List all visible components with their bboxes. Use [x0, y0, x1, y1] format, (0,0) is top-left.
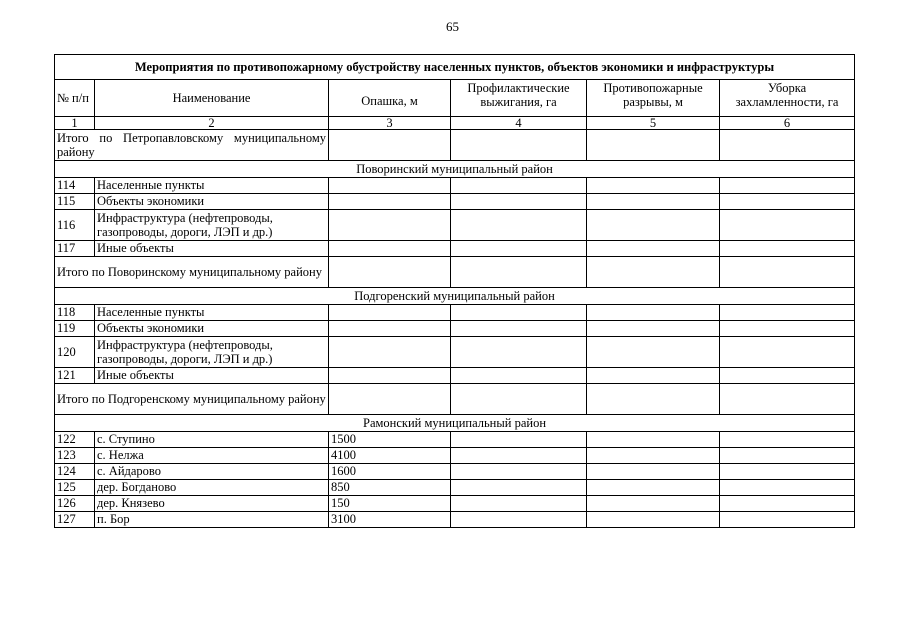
fire-safety-table	[54, 54, 855, 528]
row-number: 117	[55, 241, 95, 257]
row-number: 126	[55, 496, 95, 512]
total-row-podgorensky	[55, 384, 855, 415]
row-name: Инфраструктура (нефтепроводы, газопроводы, дороги, ЛЭП и др.)	[95, 210, 329, 241]
table-row	[55, 480, 855, 496]
header-name: Наименование	[95, 80, 329, 117]
plowing-value: 1500	[329, 432, 451, 448]
total-row-petropavlovsk	[55, 130, 855, 161]
column-index: 3	[329, 117, 451, 130]
header-firebreaks: Противопожарные разрывы, м	[587, 80, 720, 117]
table-row	[55, 210, 855, 241]
row-name: с. Айдарово	[95, 464, 329, 480]
row-number: 120	[55, 337, 95, 368]
section-heading-row	[55, 161, 855, 178]
table-row	[55, 448, 855, 464]
table-row	[55, 512, 855, 528]
plowing-value: 4100	[329, 448, 451, 464]
row-name: п. Бор	[95, 512, 329, 528]
header-row	[55, 80, 855, 117]
table-row	[55, 464, 855, 480]
header-clearing: Уборка захламленности, га	[720, 80, 855, 117]
row-number: 124	[55, 464, 95, 480]
row-name: с. Ступино	[95, 432, 329, 448]
column-index: 4	[451, 117, 587, 130]
row-name: Объекты экономики	[95, 194, 329, 210]
row-number: 123	[55, 448, 95, 464]
column-index: 1	[55, 117, 95, 130]
header-burning: Профилактические выжигания, га	[451, 80, 587, 117]
row-name: Населенные пункты	[95, 305, 329, 321]
row-number: 116	[55, 210, 95, 241]
row-number: 118	[55, 305, 95, 321]
column-index: 6	[720, 117, 855, 130]
table-row	[55, 241, 855, 257]
table-row	[55, 496, 855, 512]
row-number: 122	[55, 432, 95, 448]
row-name: дер. Князево	[95, 496, 329, 512]
header-num: № п/п	[55, 80, 95, 117]
section-heading-row	[55, 415, 855, 432]
table-row	[55, 194, 855, 210]
total-row-povorinsky	[55, 257, 855, 288]
table-row	[55, 337, 855, 368]
plowing-value: 850	[329, 480, 451, 496]
page-number: 65	[446, 19, 459, 34]
plowing-value: 1600	[329, 464, 451, 480]
table-row	[55, 321, 855, 337]
column-index: 5	[587, 117, 720, 130]
total-label: Итого по Подгоренскому муниципальному району	[55, 384, 329, 415]
row-name: Иные объекты	[95, 368, 329, 384]
row-name: Инфраструктура (нефтепроводы, газопроводы, дороги, ЛЭП и др.)	[95, 337, 329, 368]
table-row	[55, 432, 855, 448]
column-index: 2	[95, 117, 329, 130]
total-label: Итого по Поворинскому муниципальному району	[55, 257, 329, 288]
table-row	[55, 368, 855, 384]
row-number: 114	[55, 178, 95, 194]
row-number: 121	[55, 368, 95, 384]
row-name: Объекты экономики	[95, 321, 329, 337]
table-row	[55, 178, 855, 194]
section-heading: Поворинский муниципальный район	[55, 161, 855, 178]
table-row	[55, 305, 855, 321]
plowing-value: 150	[329, 496, 451, 512]
row-number: 115	[55, 194, 95, 210]
row-name: Населенные пункты	[95, 178, 329, 194]
plowing-value: 3100	[329, 512, 451, 528]
header-plowing: Опашка, м	[329, 80, 451, 117]
row-number: 125	[55, 480, 95, 496]
row-name: Иные объекты	[95, 241, 329, 257]
row-number: 127	[55, 512, 95, 528]
column-index-row	[55, 117, 855, 130]
section-heading-row	[55, 288, 855, 305]
row-name: дер. Богданово	[95, 480, 329, 496]
total-label: Итого по Петропавловскому муниципальному району	[55, 130, 329, 161]
table-title: Мероприятия по противопожарному обустройству населенных пунктов, объектов экономики и инфраструктуры	[55, 55, 855, 80]
section-heading: Рамонский муниципальный район	[55, 415, 855, 432]
row-name: с. Нелжа	[95, 448, 329, 464]
section-heading: Подгоренский муниципальный район	[55, 288, 855, 305]
row-number: 119	[55, 321, 95, 337]
